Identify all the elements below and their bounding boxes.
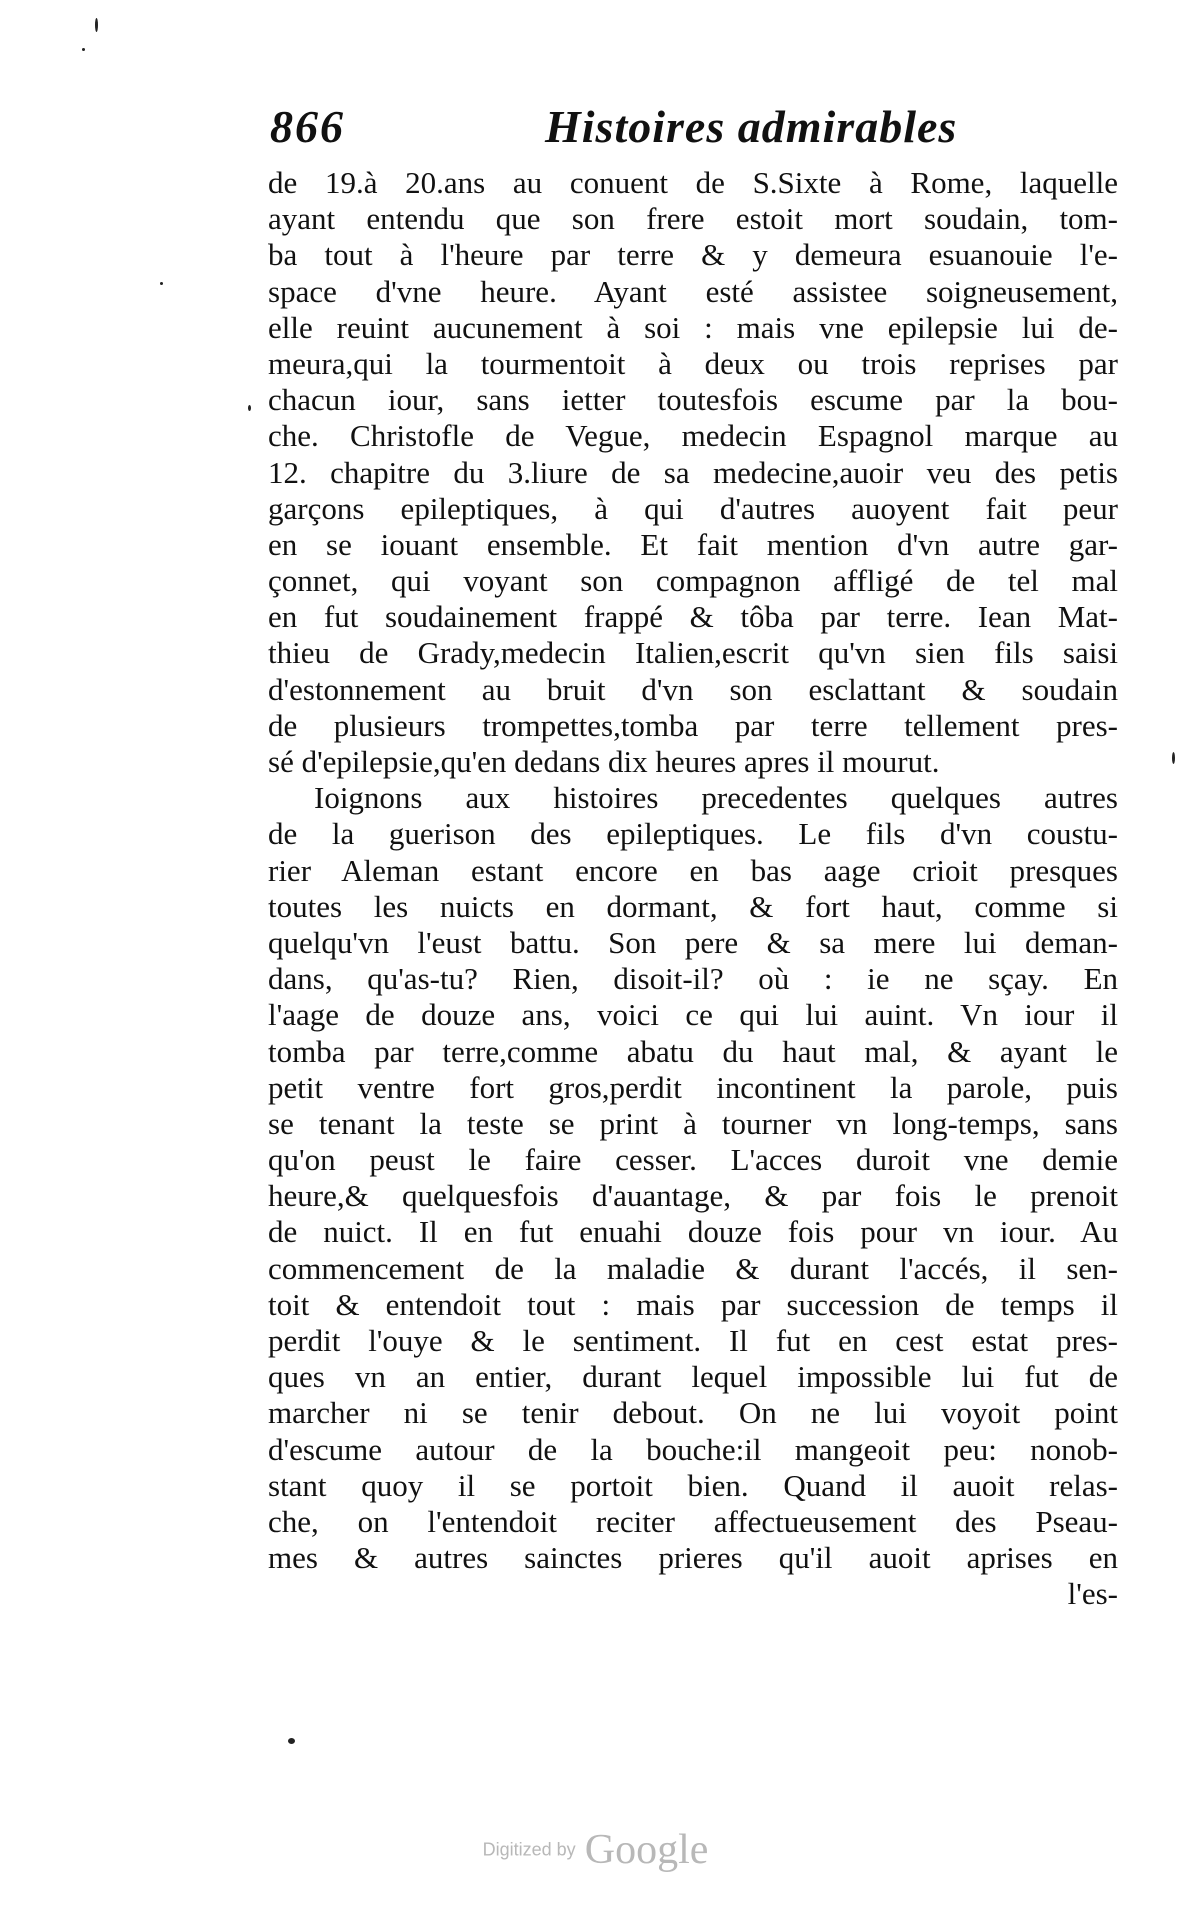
text-line: en fut soudainement frappé & tôba par terre. Iean Mat- xyxy=(268,599,1118,635)
text-line: l'aage de douze ans, voici ce qui lui auint. Vn iour il xyxy=(268,997,1118,1033)
text-line: marcher ni se tenir debout. On ne lui voyoit point xyxy=(268,1395,1118,1431)
text-line: thieu de Grady,medecin Italien,escrit qu'vn sien fils saisi xyxy=(268,635,1118,671)
text-line: sé d'epilepsie,qu'en dedans dix heures apres il mourut. xyxy=(268,744,940,779)
text-line: quelqu'vn l'eust battu. Son pere & sa mere lui deman- xyxy=(268,924,1118,960)
text-line: commencement de la maladie & durant l'accés, il sen- xyxy=(268,1250,1118,1286)
ink-speck xyxy=(288,1738,295,1744)
text-line: space d'vne heure. Ayant esté assistee soigneusement, xyxy=(268,273,1118,309)
text-line: ba tout à l'heure par terre & y demeura esuanouie l'e- xyxy=(268,237,1118,273)
text-line: toit & entendoit tout : mais par succession de temps il xyxy=(268,1286,1118,1322)
text-line: garçons epileptiques, à qui d'autres auoyent fait peur xyxy=(268,490,1118,526)
text-line: stant quoy il se portoit bien. Quand il auoit relas- xyxy=(268,1467,1118,1503)
paragraph-start-line: Ioignons aux histoires precedentes quelques autres xyxy=(314,780,1118,816)
text-line: perdit l'ouye & le sentiment. Il fut en cest estat pres- xyxy=(268,1323,1118,1358)
body-text xyxy=(268,165,1118,1613)
text-line: mes & autres sainctes prieres qu'il auoit aprises en xyxy=(268,1540,1118,1576)
text-line: d'escume autour de la bouche:il mangeoit peu: nonob- xyxy=(268,1431,1118,1467)
text-line: ques vn an entier, durant lequel impossible lui fut de xyxy=(268,1359,1118,1395)
text-line: chacun iour, sans ietter toutesfois escume par la bou- xyxy=(268,382,1118,418)
text-line: toutes les nuicts en dormant, & fort haut, comme si xyxy=(268,888,1118,924)
text-line: en se iouant ensemble. Et fait mention d'vn autre gar- xyxy=(268,526,1118,562)
text-line: de 19.à 20.ans au conuent de S.Sixte à Rome, laquelle xyxy=(268,165,1118,200)
ink-speck xyxy=(1172,752,1175,764)
ink-speck xyxy=(248,405,251,411)
text-line: qu'on peust le faire cesser. L'acces duroit vne demie xyxy=(268,1142,1118,1178)
ink-speck xyxy=(95,18,98,32)
text-line: çonnet, qui voyant son compagnon affligé de tel mal xyxy=(268,563,1118,599)
text-line: tomba par terre,comme abatu du haut mal, & ayant le xyxy=(268,1033,1118,1069)
text-line: ayant entendu que son frere estoit mort soudain, tom- xyxy=(268,201,1118,237)
text-line: rier Aleman estant encore en bas aage crioit presques xyxy=(268,852,1118,888)
text-line: petit ventre fort gros,perdit incontinent la parole, puis xyxy=(268,1069,1118,1105)
text-line: 12. chapitre du 3.liure de sa medecine,auoir veu des petis xyxy=(268,454,1118,490)
ink-speck xyxy=(160,282,163,285)
text-line: heure,& quelquesfois d'auantage, & par fois le prenoit xyxy=(268,1178,1118,1214)
digitized-label: Digitized by xyxy=(482,1839,576,1860)
text-line: de plusieurs trompettes,tomba par terre tellement pres- xyxy=(268,707,1118,743)
digitization-watermark xyxy=(0,1826,1191,1874)
google-wordmark: Google xyxy=(584,1827,709,1873)
page-number: 866 xyxy=(270,101,345,152)
text-line: che. Christofle de Vegue, medecin Espagnol marque au xyxy=(268,418,1118,454)
text-line: de la guerison des epileptiques. Le fils d'vn coustu- xyxy=(268,816,1118,852)
running-title: Histoires admirables xyxy=(545,101,958,152)
text-line: d'estonnement au bruit d'vn son esclattant & soudain xyxy=(268,671,1118,707)
ink-speck xyxy=(82,48,85,51)
text-line: dans, qu'as-tu? Rien, disoit-il? où : ie ne sçay. En xyxy=(268,961,1118,997)
text-line: se tenant la teste se print à tourner vn long-temps, sans xyxy=(268,1105,1118,1141)
text-line: meura,qui la tourmentoit à deux ou trois reprises par xyxy=(268,345,1118,381)
catchword: l'es- xyxy=(1067,1576,1118,1612)
running-head xyxy=(270,100,1120,162)
text-line: che, on l'entendoit reciter affectueusement des Pseau- xyxy=(268,1503,1118,1539)
text-line: de nuict. Il en fut enuahi douze fois pour vn iour. Au xyxy=(268,1214,1118,1250)
text-line: elle reuint aucunement à soi : mais vne epilepsie lui de- xyxy=(268,309,1118,345)
